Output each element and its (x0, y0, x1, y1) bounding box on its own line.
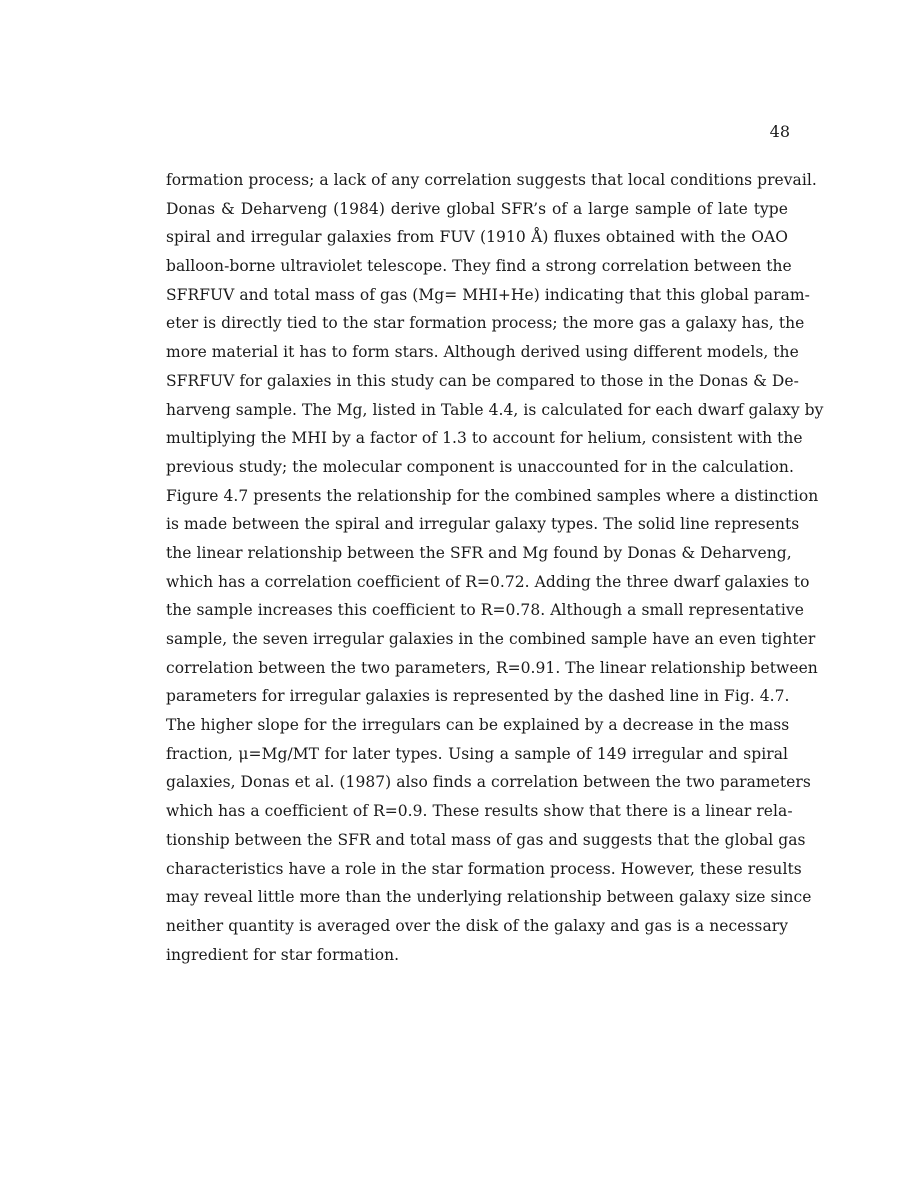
text-line: Donas & Deharveng (1984) derive global SFR’s of a large sample of late type (166, 199, 788, 218)
text-line: neither quantity is averaged over the disk of the galaxy and gas is a necessary (166, 916, 788, 935)
text-line: harveng sample. The Mg, listed in Table 4.4, is calculated for each dwarf galaxy by (166, 400, 824, 419)
text-line: tionship between the SFR and total mass of gas and suggests that the global gas (166, 830, 806, 849)
text-line: SFRFUV and total mass of gas (Mg= MHI+He) indicating that this global param- (166, 285, 810, 304)
text-line: the linear relationship between the SFR and Mg found by Donas & Deharveng, (166, 543, 792, 562)
text-line: may reveal little more than the underlying relationship between galaxy size since (166, 888, 812, 907)
body-paragraph (166, 166, 824, 969)
text-line: more material it has to form stars. Although derived using different models, the (166, 343, 799, 362)
text-line: parameters for irregular galaxies is represented by the dashed line in Fig. 4.7. (166, 687, 790, 706)
text-line: The higher slope for the irregulars can be explained by a decrease in the mass (166, 716, 790, 735)
text-line: formation process; a lack of any correlation suggests that local conditions prevail. (166, 171, 817, 189)
text-line: sample, the seven irregular galaxies in the combined sample have an even tighter (166, 630, 816, 648)
text-line: correlation between the two parameters, R=0.91. The linear relationship between (166, 658, 818, 677)
text-line: previous study; the molecular component is unaccounted for in the calculation. (166, 457, 794, 476)
text-line: multiplying the MHI by a factor of 1.3 to account for helium, consistent with the (166, 429, 803, 448)
text-line: spiral and irregular galaxies from FUV (1910 Å) fluxes obtained with the OAO (166, 228, 788, 247)
text-line: which has a correlation coefficient of R=0.72. Adding the three dwarf galaxies to (166, 572, 810, 591)
text-line: galaxies, Donas et al. (1987) also finds a correlation between the two parameters (166, 773, 811, 792)
text-line: the sample increases this coefficient to R=0.78. Although a small representative (166, 601, 804, 620)
text-line: eter is directly tied to the star formation process; the more gas a galaxy has, the (166, 314, 805, 333)
text-line: is made between the spiral and irregular galaxy types. The solid line represents (166, 515, 800, 534)
page-number: 48 (769, 122, 790, 141)
text-line: fraction, μ=Mg/MT for later types. Using a sample of 149 irregular and spiral (166, 744, 788, 763)
text-line: SFRFUV for galaxies in this study can be compared to those in the Donas & De- (166, 371, 799, 390)
text-line: which has a coefficient of R=0.9. These results show that there is a linear rela- (166, 802, 793, 821)
text-line: balloon-borne ultraviolet telescope. They find a strong correlation between the (166, 257, 792, 276)
text-line: ingredient for star formation. (166, 945, 400, 964)
text-line: characteristics have a role in the star formation process. However, these results (166, 859, 802, 878)
text-line: Figure 4.7 presents the relationship for the combined samples where a distinction (166, 486, 819, 505)
